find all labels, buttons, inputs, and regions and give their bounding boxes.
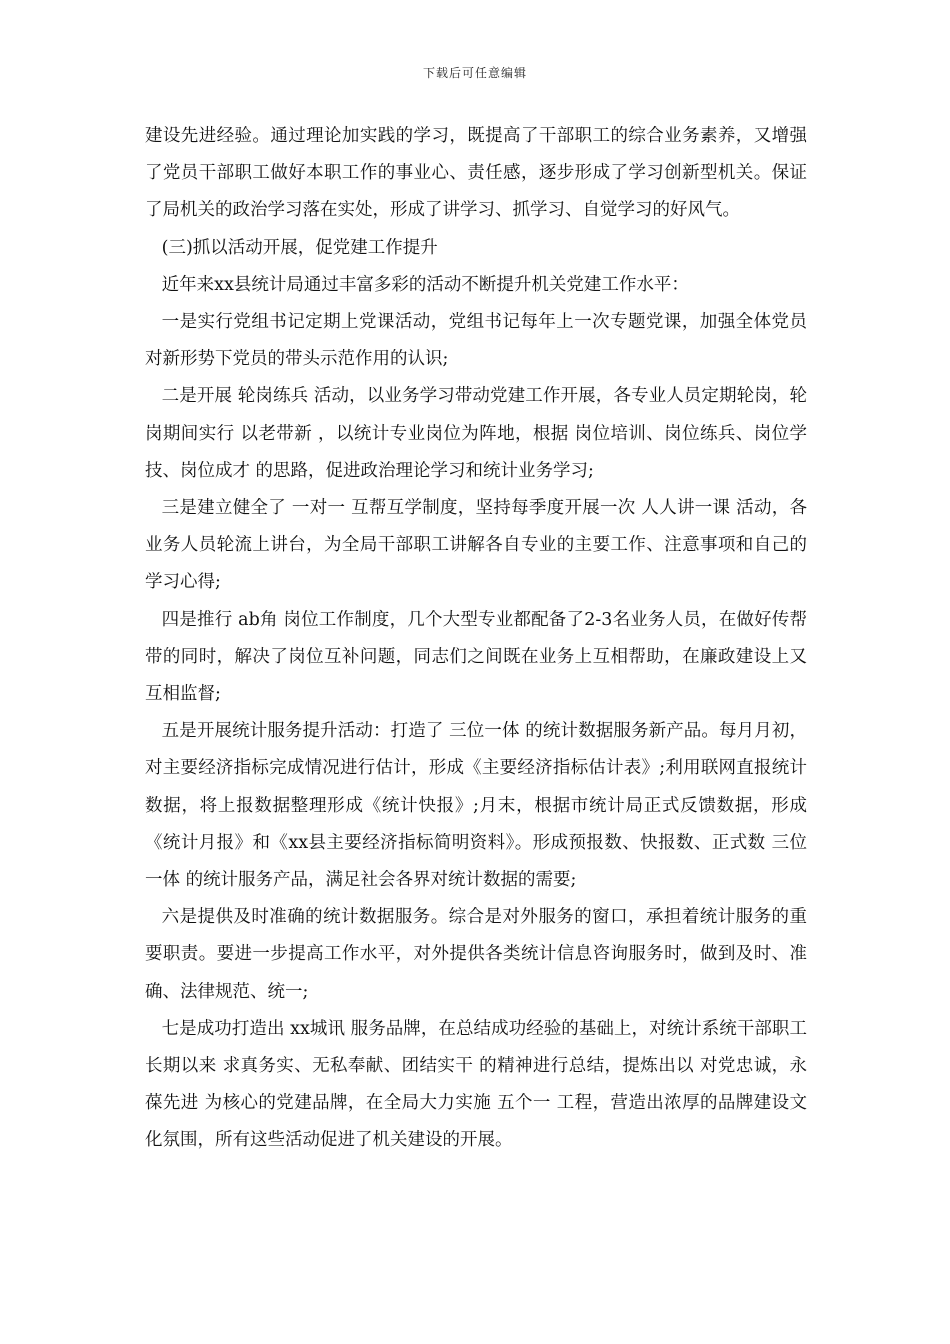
paragraph-item-6: 六是提供及时准确的统计数据服务。综合是对外服务的窗口，承担着统计服务的重要职责。要进一步提高工作水平，对外提供各类统计信息咨询服务时，做到及时、准确、法律规范、统一;	[145, 907, 807, 1002]
paragraph-item-5: 五是开展统计服务提升活动：打造了 三位一体 的统计数据服务新产品。每月月初，对主要经济指标完成情况进行估计，形成《主要经济指标估计表》;利用联网直报统计数据，将上报数据整理形成《统计快报》;月末，根据市统计局正式反馈数据，形成《统计月报》和《xx县主要经济指标简明资料》。形成预报数、快报数、正式数 三位一体 的统计服务产品，满足社会各界对统计数据的需要;	[145, 721, 807, 891]
page-header-note: 下载后可任意编辑	[422, 66, 527, 80]
paragraph-item-1: 一是实行党组书记定期上党课活动，党组书记每年上一次专题党课，加强全体党员对新形势下党员的带头示范作用的认识;	[145, 312, 807, 370]
paragraph-continuation: 建设先进经验。通过理论加实践的学习，既提高了干部职工的综合业务素养，又增强了党员干部职工做好本职工作的事业心、责任感，逐步形成了学习创新型机关。保证了局机关的政治学习落在实处，形成了讲学习、抓学习、自觉学习的好风气。	[145, 126, 807, 221]
paragraph-item-4: 四是推行 ab角 岗位工作制度，几个大型专业都配备了2-3名业务人员，在做好传帮带的同时，解决了岗位互补问题，同志们之间既在业务上互相帮助，在廉政建设上又互相监督;	[145, 609, 807, 705]
section-heading: (三)抓以活动开展，促党建工作提升	[161, 237, 438, 258]
document-body	[145, 118, 807, 1160]
paragraph-item-3: 三是建立健全了 一对一 互帮互学制度，坚持每季度开展一次 人人讲一课 活动，各业务人员轮流上讲台，为全局干部职工讲解各自专业的主要工作、注意事项和自己的学习心得;	[145, 498, 807, 593]
paragraph-intro: 近年来xx县统计局通过丰富多彩的活动不断提升机关党建工作水平：	[161, 274, 689, 295]
paragraph-item-2: 二是开展 轮岗练兵 活动，以业务学习带动党建工作开展，各专业人员定期轮岗，轮岗期间实行 以老带新 ，以统计专业岗位为阵地，根据 岗位培训、岗位练兵、岗位学技、岗位成才 的思路，促进政治理论学习和统计业务学习;	[145, 386, 807, 481]
paragraph-item-7: 七是成功打造出 xx城讯 服务品牌，在总结成功经验的基础上，对统计系统干部职工长期以来 求真务实、无私奉献、团结实干 的精神进行总结，提炼出以 对党忠诚，永葆先进 为核心的党建品牌，在全局大力实施 五个一 工程，营造出浓厚的品牌建设文化氛围，所有这些活动促进了机关建设的开展。	[145, 1018, 807, 1151]
